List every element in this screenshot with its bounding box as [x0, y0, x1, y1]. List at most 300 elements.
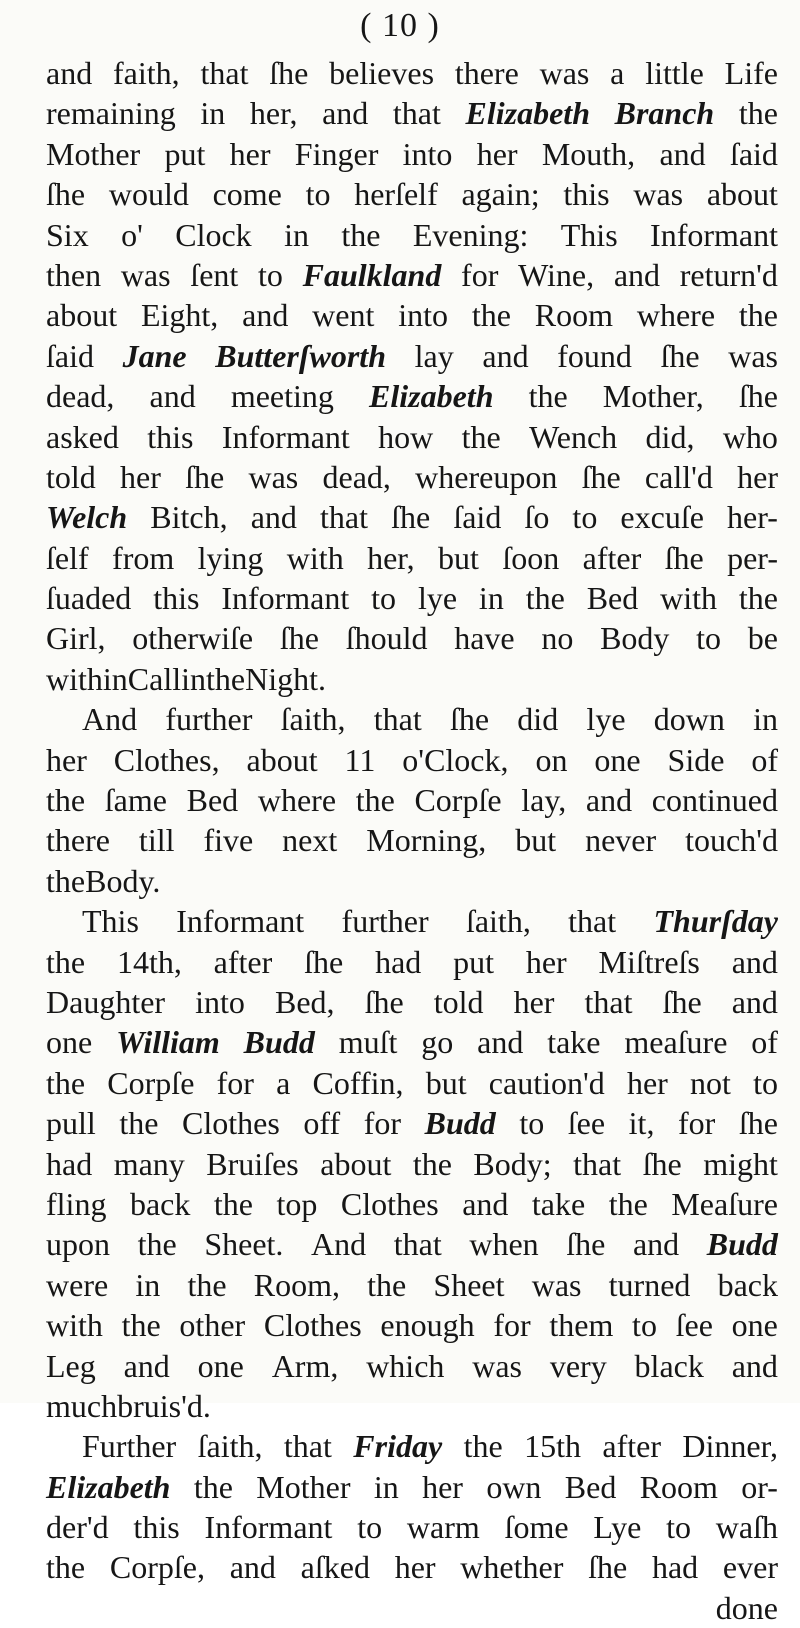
word: Room, — [253, 1266, 340, 1303]
word: ſhe — [391, 499, 431, 536]
word: lying — [197, 539, 264, 576]
word: one — [46, 1024, 93, 1061]
word: ſoon — [502, 539, 560, 576]
text-line — [46, 618, 778, 658]
word: lye — [586, 701, 626, 738]
word: Daughter — [46, 983, 166, 1020]
word: Call — [127, 660, 182, 697]
word: Meaſure — [671, 1185, 778, 1222]
word: the — [341, 216, 381, 253]
word: Sheet — [433, 1266, 505, 1303]
word: and — [731, 943, 778, 980]
word: with — [46, 1307, 103, 1344]
word: in — [284, 216, 309, 253]
word: to — [305, 176, 331, 213]
word: and — [585, 782, 633, 819]
word: waſh — [715, 1509, 778, 1546]
text-line — [46, 1507, 778, 1547]
word: Informant — [221, 580, 350, 617]
word: did — [517, 701, 559, 738]
word: to — [666, 1509, 691, 1546]
text-line — [46, 1265, 778, 1305]
word: Clothes, — [113, 741, 220, 778]
word: faith, — [113, 55, 180, 91]
word: into — [195, 983, 245, 1020]
text-line — [46, 93, 778, 133]
word: Arm, — [271, 1347, 339, 1384]
word: ſaith, — [197, 1428, 263, 1465]
word: ſhe — [581, 458, 621, 495]
word: and — [632, 1226, 680, 1263]
word: to — [519, 1105, 545, 1142]
word: the — [46, 862, 86, 899]
word: lay, — [521, 782, 567, 819]
text-line — [46, 376, 778, 416]
italic-word: William — [116, 1024, 220, 1061]
word: about — [46, 297, 118, 334]
word: one — [731, 1307, 778, 1344]
word: excuſe — [620, 499, 704, 536]
word: about — [320, 1145, 392, 1182]
word: be — [747, 620, 778, 657]
word: Bitch, — [150, 499, 228, 536]
word: was — [531, 1266, 582, 1303]
word: into — [398, 297, 448, 334]
word: further — [341, 903, 429, 940]
word: the — [367, 1266, 407, 1303]
word: top — [276, 1185, 318, 1222]
word: five — [203, 822, 254, 859]
word: whereupon — [415, 458, 558, 495]
word: in — [753, 701, 778, 738]
word: Miſtreſs — [598, 943, 700, 980]
word: the — [187, 1266, 227, 1303]
word: and — [242, 297, 289, 334]
word: in — [200, 95, 226, 132]
word: did, — [645, 418, 695, 455]
word: ſhe — [269, 55, 309, 91]
word: might — [703, 1145, 778, 1182]
word: and — [322, 95, 369, 132]
word: that — [320, 499, 369, 536]
word: and — [731, 1347, 778, 1384]
word: her — [476, 135, 518, 172]
word: much — [46, 1387, 118, 1424]
word: pull — [46, 1105, 96, 1142]
word: ſome — [504, 1509, 569, 1546]
word: and — [149, 378, 196, 415]
word: into — [402, 135, 453, 172]
word: ſaid — [453, 499, 502, 536]
word: her — [626, 1064, 668, 1101]
word: to — [696, 620, 722, 657]
text-line — [46, 578, 778, 618]
word: for — [678, 1105, 716, 1142]
word: call'd — [644, 458, 713, 495]
text-line — [46, 1547, 778, 1587]
word: her — [229, 135, 271, 172]
word: to — [572, 499, 598, 536]
word: have — [454, 620, 515, 657]
italic-word: Butterſworth — [215, 337, 386, 374]
word: meaſure — [624, 1024, 728, 1061]
word: that — [568, 903, 617, 940]
word: 11 — [344, 741, 376, 778]
word: in — [478, 580, 504, 617]
word: had — [46, 1145, 93, 1182]
word: This — [560, 216, 618, 253]
text-line — [46, 1063, 778, 1103]
word: Leg — [46, 1347, 96, 1384]
word: whether — [460, 1549, 564, 1586]
word: when — [469, 1226, 539, 1263]
word: and — [613, 256, 661, 293]
text-line — [46, 1305, 778, 1345]
word: with — [286, 539, 344, 576]
text-line — [46, 1184, 778, 1224]
text-line — [46, 820, 778, 860]
word: that — [373, 701, 422, 738]
word: Body. — [85, 862, 161, 899]
word: Clothes — [340, 1185, 439, 1222]
word: for — [363, 1105, 402, 1142]
word: back — [717, 1266, 778, 1303]
word: told — [433, 983, 484, 1020]
word: many — [113, 1145, 185, 1182]
word: go — [421, 1024, 454, 1061]
text-line — [46, 1346, 778, 1386]
word: Bed — [586, 580, 639, 617]
text-line — [46, 901, 778, 941]
italic-word: Thurſday — [653, 903, 778, 940]
body-text — [46, 53, 778, 1628]
word: per- — [727, 539, 778, 576]
word: other — [179, 1307, 246, 1344]
word: o'Clock, — [402, 741, 509, 778]
word: one — [197, 1347, 244, 1384]
word: about — [246, 741, 318, 778]
word: for — [216, 1064, 254, 1101]
italic-word: Branch — [614, 95, 715, 132]
word: Body — [600, 620, 670, 657]
word: touch'd — [685, 822, 778, 859]
word: Side — [667, 741, 725, 778]
word: about — [706, 176, 778, 213]
word: the — [738, 580, 778, 617]
word: to — [632, 1307, 657, 1344]
word: black — [634, 1347, 704, 1384]
italic-word: Welch — [46, 499, 128, 536]
word: there — [454, 55, 519, 91]
word: Corpſe — [107, 1064, 195, 1101]
word: in — [373, 1468, 399, 1505]
word: ſhe — [364, 983, 404, 1020]
word: the — [46, 1064, 86, 1101]
word: come — [212, 176, 282, 213]
word: told — [46, 458, 96, 495]
word: there — [46, 822, 110, 859]
word: the — [213, 1185, 253, 1222]
word: the — [463, 1428, 503, 1465]
word: was — [539, 55, 590, 91]
word: muſt — [338, 1024, 398, 1061]
word: Coffin, — [312, 1064, 404, 1101]
word: that — [392, 95, 441, 132]
word: then — [46, 256, 102, 293]
word: And — [82, 701, 138, 738]
word: had — [375, 943, 422, 980]
word: which — [366, 1347, 445, 1384]
word: der'd — [46, 1509, 109, 1546]
word: the — [206, 660, 246, 697]
word: of — [751, 1024, 778, 1061]
word: a — [276, 1064, 291, 1101]
word: Clock — [175, 216, 252, 253]
word: continued — [651, 782, 778, 819]
word: back — [129, 1185, 191, 1222]
word: her — [120, 458, 161, 495]
word: to — [357, 1509, 383, 1546]
word: Bed — [564, 1468, 617, 1505]
word: was — [248, 458, 299, 495]
word: this — [147, 418, 194, 455]
word: return'd — [679, 256, 778, 293]
word: bruis'd. — [117, 1387, 211, 1424]
word: where — [636, 297, 716, 334]
text-line — [46, 336, 778, 376]
word: that — [200, 55, 249, 91]
text-line — [46, 1386, 778, 1426]
word: how — [378, 418, 434, 455]
word: Morning, — [366, 822, 487, 859]
word: the — [525, 580, 565, 617]
word: and — [229, 1549, 276, 1586]
word: Clothes — [263, 1307, 362, 1344]
word: went — [312, 297, 375, 334]
word: her — [737, 458, 778, 495]
text-line — [46, 53, 778, 93]
word: till — [138, 822, 175, 859]
text-line — [46, 1103, 778, 1143]
word: the — [119, 1105, 159, 1142]
word: that — [584, 983, 633, 1020]
word: with — [660, 580, 718, 617]
word: Informant — [176, 903, 305, 940]
text-line — [46, 1426, 778, 1466]
text-line — [46, 1022, 778, 1062]
text-line — [46, 1467, 778, 1507]
word: Body; — [473, 1145, 552, 1182]
word: dead, — [46, 378, 115, 415]
word: and — [482, 337, 529, 374]
word: ſhe — [185, 458, 225, 495]
word: and — [250, 499, 297, 536]
word: Bed — [186, 782, 239, 819]
word: Mother, — [602, 378, 704, 415]
word: Sheet. — [204, 1226, 284, 1263]
word: meeting — [230, 378, 334, 415]
word: Eight, — [140, 297, 219, 334]
word: found — [557, 337, 632, 374]
word: ſee — [567, 1105, 606, 1142]
text-line — [46, 538, 778, 578]
word: Bed, — [274, 983, 335, 1020]
word: ſee — [675, 1307, 713, 1344]
word: were — [46, 1266, 109, 1303]
word: ſhe — [588, 1549, 628, 1586]
word: one — [594, 741, 641, 778]
text-line — [46, 1224, 778, 1264]
word: Life — [724, 55, 778, 91]
text-line — [46, 174, 778, 214]
word: Mother — [46, 135, 141, 172]
word: after — [602, 1428, 661, 1465]
word: asked — [46, 418, 119, 455]
word: take — [547, 1024, 601, 1061]
text-line — [46, 215, 778, 255]
word: ſhe — [664, 539, 704, 576]
word: believes — [329, 55, 435, 91]
word: the — [608, 1185, 648, 1222]
word: fling — [46, 1185, 107, 1222]
word: but — [438, 539, 479, 576]
italic-word: Jane — [122, 337, 187, 374]
text-line — [46, 134, 778, 174]
word: from — [112, 539, 175, 576]
word: was — [728, 337, 778, 374]
word: and — [462, 1185, 509, 1222]
word: was — [120, 256, 171, 293]
italic-word: Friday — [353, 1428, 443, 1465]
italic-word: Elizabeth — [46, 1468, 171, 1505]
word: would — [108, 176, 189, 213]
word: Evening: — [412, 216, 529, 253]
text-line — [46, 295, 778, 335]
word: the — [738, 297, 778, 334]
word: ſhe — [642, 1145, 682, 1182]
italic-word: Faulkland — [302, 256, 442, 293]
word: to — [371, 580, 397, 617]
word: lay — [414, 337, 454, 374]
word: turned — [608, 1266, 691, 1303]
word: lye — [417, 580, 458, 617]
word: a — [610, 55, 625, 91]
word: her — [394, 1549, 436, 1586]
word: Informant — [221, 418, 350, 455]
word: for — [493, 1307, 531, 1344]
word: ſaid — [46, 337, 94, 374]
word: And — [311, 1226, 367, 1263]
word: caution'd — [488, 1064, 605, 1101]
text-line — [46, 255, 778, 295]
word: ſhe — [304, 943, 344, 980]
word: who — [722, 418, 778, 455]
word: next — [282, 822, 338, 859]
word: Informant — [204, 1509, 333, 1546]
text-line — [46, 1144, 778, 1184]
word: it, — [628, 1105, 655, 1142]
text-line — [46, 457, 778, 497]
word: her — [46, 741, 87, 778]
word: the — [471, 297, 511, 334]
text-line — [46, 417, 778, 457]
italic-word: Budd — [243, 1024, 315, 1061]
word: or- — [741, 1468, 778, 1505]
word: Mother — [256, 1468, 351, 1505]
word: down — [653, 701, 725, 738]
word: Six — [46, 216, 89, 253]
word: Bruiſes — [206, 1145, 299, 1182]
word: and — [731, 983, 778, 1020]
word: herſelf — [354, 176, 438, 213]
word: otherwiſe — [132, 620, 254, 657]
word: Further — [82, 1428, 177, 1465]
text-line — [46, 942, 778, 982]
word: 15th — [524, 1428, 581, 1465]
word: upon — [46, 1226, 110, 1263]
word: and — [46, 55, 93, 91]
word: after — [582, 539, 642, 576]
word: never — [585, 822, 657, 859]
italic-word: Elizabeth — [369, 378, 494, 415]
text-line — [46, 659, 778, 699]
word: Finger — [294, 135, 379, 172]
text-line — [46, 497, 778, 537]
word: ſame — [104, 782, 167, 819]
word: for — [461, 256, 499, 293]
word: this — [153, 580, 200, 617]
word: ſhe — [566, 1226, 606, 1263]
word: Corpſe, — [109, 1549, 205, 1586]
word: the — [528, 378, 568, 415]
word: within — [46, 660, 128, 697]
word: her, — [249, 95, 298, 132]
word: little — [645, 55, 704, 91]
word: ſhe — [662, 983, 702, 1020]
word: to — [753, 1064, 778, 1101]
page-number: ( 10 ) — [360, 7, 440, 44]
word: ſaith, — [465, 903, 531, 940]
word: but — [425, 1064, 467, 1101]
word: ſhe — [449, 701, 490, 738]
word: after — [213, 943, 273, 980]
word: that — [573, 1145, 622, 1182]
text-line — [46, 861, 778, 901]
word: take — [531, 1185, 586, 1222]
word: dead, — [322, 458, 391, 495]
word: and — [123, 1347, 170, 1384]
word: Lye — [593, 1509, 642, 1546]
word: her — [513, 983, 555, 1020]
word: Corpſe — [414, 782, 502, 819]
word: Wench — [529, 418, 618, 455]
word: Room — [639, 1468, 718, 1505]
word: put — [164, 135, 206, 172]
word: her, — [367, 539, 415, 576]
word: the — [46, 943, 86, 980]
text-line — [46, 780, 778, 820]
word: Night. — [245, 660, 326, 697]
word: had — [651, 1549, 699, 1586]
word: was — [472, 1347, 522, 1384]
word: ſuaded — [46, 580, 132, 617]
word: her — [525, 943, 567, 980]
text-line — [46, 699, 778, 739]
word: the — [137, 1226, 177, 1263]
word: the — [46, 782, 86, 819]
word: remaining — [46, 95, 176, 132]
word: her- — [727, 499, 778, 536]
